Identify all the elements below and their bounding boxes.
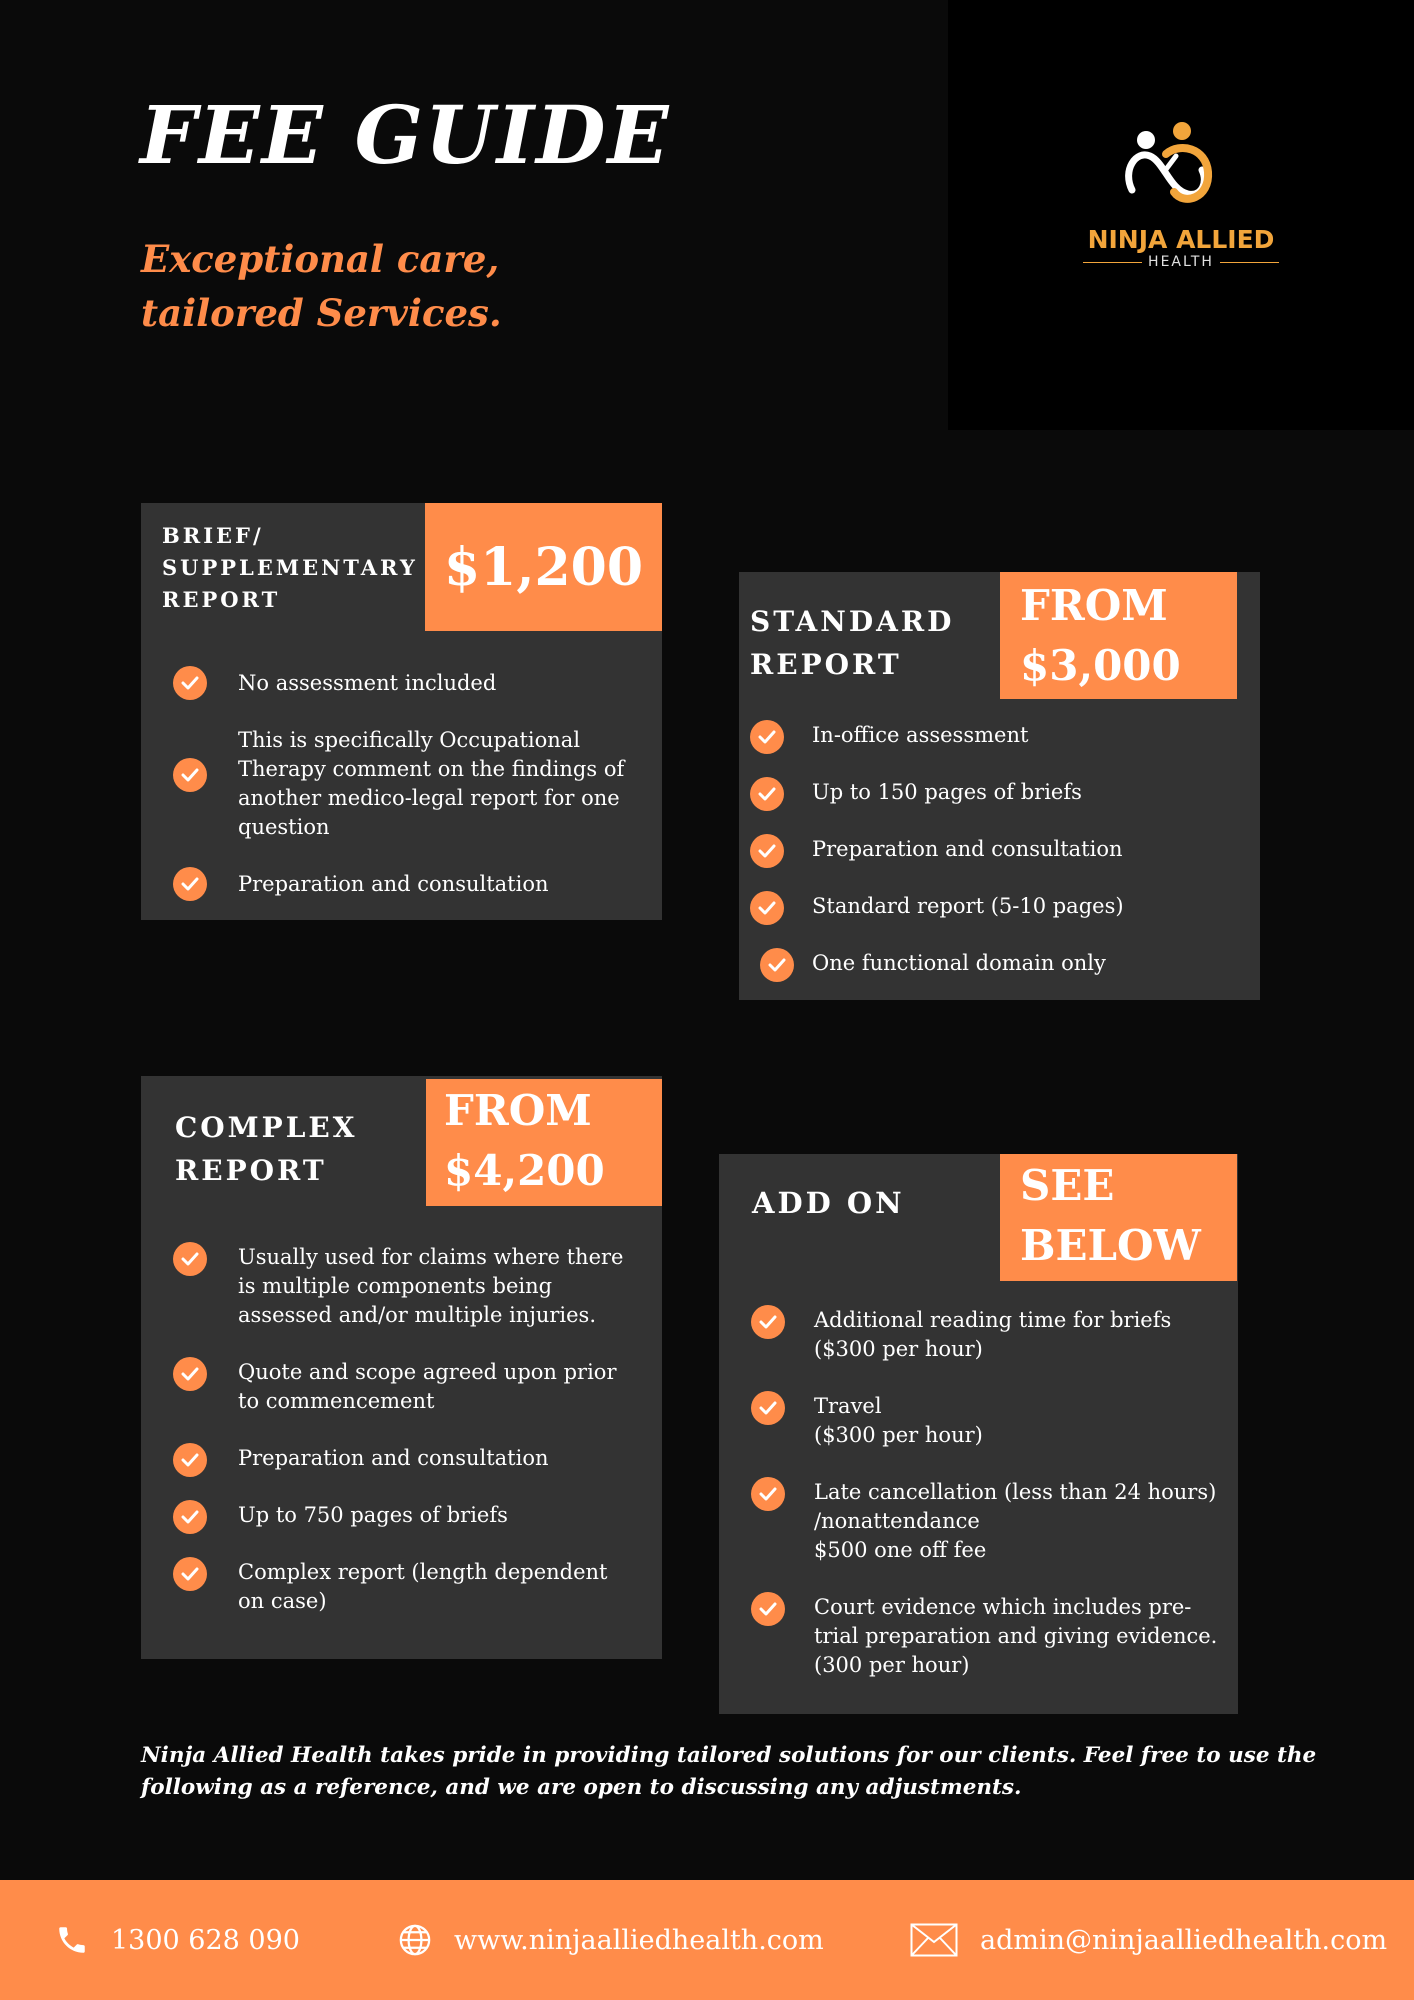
list-item-text: (300 per hour) [814,1653,970,1677]
card-title-line: BRIEF/ [162,523,264,548]
list-item-text: Up to 150 pages of briefs [812,780,1082,804]
list-item-text: ($300 per hour) [814,1423,983,1447]
email-address[interactable]: admin@ninjaalliedhealth.com [980,1924,1388,1956]
list-item-text: trial preparation and giving evidence. [814,1624,1218,1648]
price-box [425,503,662,631]
list-item-text: Complex report (length dependent on case) [238,1560,608,1613]
email-contact[interactable] [910,1880,1387,2000]
list-item [238,1558,638,1616]
list-item [814,1306,1234,1364]
price-box [1000,572,1237,699]
check-icon [760,948,794,982]
price-value: $1,200 [443,536,643,598]
list-item-text: Standard report (5-10 pages) [812,894,1124,918]
globe-icon [398,1923,432,1957]
envelope-icon [910,1923,958,1957]
check-icon [750,777,784,811]
logo-wordmark: NINJA ALLIED [1087,225,1275,254]
list-item-text: Up to 750 pages of briefs [238,1503,508,1527]
card-title-line: REPORT [162,587,281,612]
list-item-text: In-office assessment [812,723,1029,747]
list-item [812,721,1252,750]
phone-contact[interactable] [55,1880,300,2000]
card-title-line: REPORT [175,1154,327,1187]
price-box [1000,1154,1237,1281]
tagline-line: tailored Services. [141,291,502,335]
check-icon [751,1477,785,1511]
list-item-text: Preparation and consultation [238,872,549,896]
list-item [238,1358,638,1416]
check-icon [751,1592,785,1626]
list-item-text: ($300 per hour) [814,1337,983,1361]
price-value: $4,200 [444,1146,605,1195]
price-prefix: SEE [1020,1161,1115,1210]
card-title-line: STANDARD [750,605,955,638]
check-icon [173,1357,207,1391]
list-item-text: Additional reading time for briefs [814,1308,1172,1332]
list-item [812,778,1252,807]
list-item [238,726,638,842]
feature-list [812,721,1252,978]
card-title: ADD ON [752,1186,905,1220]
phone-icon [55,1923,89,1957]
check-icon [751,1305,785,1339]
page-title: FEE GUIDE [140,88,671,182]
price-prefix: FROM [1020,581,1168,630]
feature-list [238,1243,638,1616]
tagline-line: Exceptional care, [141,237,500,281]
footnote: Ninja Allied Health takes pride in providing tailored solutions for our clients. Feel free to use the following as a reference, and we are open to discussing any adjustments. [141,1743,1317,1800]
list-item-text: Late cancellation (less than 24 hours) [814,1480,1217,1504]
card-title-line: REPORT [750,648,902,681]
card-title [162,520,418,616]
check-icon [750,834,784,868]
list-item-text: This is specifically Occupational Therapy comment on the findings of another medico-legal report for one question [238,728,625,839]
card-title-line: SUPPLEMENTARY [162,555,418,580]
check-icon [173,758,207,792]
tagline [141,232,502,340]
list-item-text: One functional domain only [812,951,1106,975]
check-icon [173,1500,207,1534]
list-item-text: Travel [814,1394,882,1418]
check-icon [750,720,784,754]
complex-report-card [141,1076,662,1659]
check-icon [750,891,784,925]
brief-report-card [141,503,662,920]
feature-list [238,669,638,899]
list-item-text: /nonattendance [814,1509,980,1533]
list-item-text: Quote and scope agreed upon prior to commencement [238,1360,617,1413]
list-item [814,1478,1234,1565]
price-prefix: FROM [444,1086,592,1135]
list-item [814,1392,1234,1450]
logo-subtitle-text: HEALTH [1148,254,1214,270]
ninja-allied-health-logo-icon [1118,120,1218,220]
list-item [238,1243,638,1330]
logo-subtitle [1083,254,1279,270]
card-title [175,1106,357,1192]
phone-number: 1300 628 090 [111,1924,300,1956]
list-item [238,1444,638,1473]
list-item-text: $500 one off fee [814,1538,987,1562]
check-icon [173,1443,207,1477]
card-title [750,600,954,686]
check-icon [173,666,207,700]
add-on-card [719,1154,1238,1714]
standard-report-card [739,572,1260,1000]
list-item [238,669,638,698]
list-item-text: No assessment included [238,671,497,695]
website-link[interactable]: www.ninjaalliedhealth.com [454,1924,824,1956]
list-item-text: Preparation and consultation [812,837,1123,861]
check-icon [173,1557,207,1591]
list-item [814,1593,1234,1680]
list-item [238,1501,638,1530]
logo-divider [1220,262,1279,263]
check-icon [173,867,207,901]
card-title-line: COMPLEX [175,1111,358,1144]
list-item-text: Court evidence which includes pre- [814,1595,1192,1619]
price-value: $3,000 [1020,641,1181,690]
logo-panel [948,0,1414,430]
feature-list [814,1306,1234,1680]
price-value: BELOW [1020,1221,1201,1270]
list-item [812,835,1252,864]
check-icon [173,1242,207,1276]
website-contact[interactable] [398,1880,824,2000]
list-item [812,892,1252,921]
list-item [238,870,638,899]
price-box [426,1079,662,1206]
list-item-text: Usually used for claims where there is multiple components being assessed and/or multiple injuries. [238,1245,624,1327]
list-item-text: Preparation and consultation [238,1446,549,1470]
contact-footer [0,1880,1414,2000]
check-icon [751,1391,785,1425]
list-item [812,949,1252,978]
logo-divider [1083,262,1142,263]
